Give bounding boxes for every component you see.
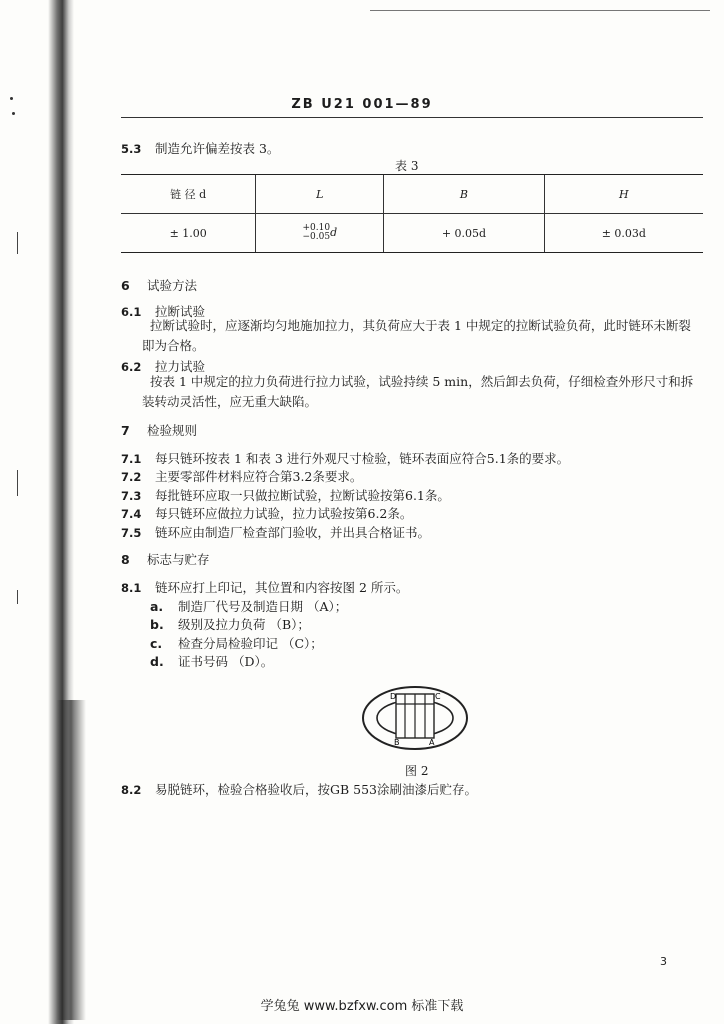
section-title: 标志与贮存	[147, 552, 210, 567]
top-rule	[370, 10, 710, 11]
table-3	[121, 174, 703, 253]
cell-d: ± 1.00	[121, 214, 256, 253]
clause-text: 每只链环按表 1 和表 3 进行外观尺寸检验，链环表面应符合5.1条的要求。	[155, 451, 570, 466]
list-item	[150, 597, 347, 615]
clause-text: 链环应由制造厂检查部门验收，并出具合格证书。	[155, 525, 431, 540]
clause-text: 每批链环应取一只做拉断试验，拉断试验按第6.1条。	[155, 488, 450, 503]
cell-B: + 0.05d	[384, 214, 544, 253]
table-3-caption: 表 3	[395, 159, 419, 173]
clause-text: 易脱链环，检验合格验收后，按GB 553涂刷油漆后贮存。	[155, 782, 478, 797]
clause-6-1-paragraph: 拉断试验时，应逐渐均匀地施加拉力，其负荷应大于表 1 中规定的拉断试验负荷，此时链环未断裂即为合格。	[142, 318, 691, 353]
figure-2-caption: 图 2	[405, 764, 429, 778]
figure-label-A: A	[429, 738, 435, 747]
figure-label-B: B	[394, 738, 400, 747]
clause-8-2	[121, 780, 477, 798]
clause-6-2-paragraph: 按表 1 中规定的拉力负荷进行拉力试验，试验持续 5 min，然后卸去负荷，仔细检查外形尺寸和拆装转动灵活性，应无重大缺陷。	[142, 374, 694, 409]
clause-7-1	[121, 449, 569, 467]
section-title: 检验规则	[147, 423, 198, 438]
section-8-heading	[121, 550, 210, 568]
list-label: d.	[150, 654, 164, 669]
clause-7-4	[121, 504, 412, 522]
figure-label-C: C	[435, 692, 441, 701]
list-item	[150, 634, 323, 652]
list-text: 级别及拉力负荷 （B）；	[178, 617, 310, 632]
list-label: c.	[150, 636, 163, 651]
cell-L	[256, 214, 384, 253]
cell-H: ± 0.03d	[544, 214, 703, 253]
header-L: L	[256, 175, 384, 214]
clause-number: 8.1	[121, 581, 142, 595]
clause-number: 6.1	[121, 305, 142, 319]
list-item	[150, 652, 273, 670]
list-text: 制造厂代号及制造日期 （A）；	[178, 599, 348, 614]
section-7-heading	[121, 421, 197, 439]
clause-7-2	[121, 467, 362, 485]
clause-number: 5.3	[121, 142, 142, 156]
clause-number: 8.2	[121, 783, 142, 797]
page-number: 3	[660, 955, 667, 968]
list-label: b.	[150, 617, 164, 632]
clause-number: 7.1	[121, 452, 142, 466]
figure-2-chain-link-diagram	[360, 684, 470, 752]
table-row	[121, 214, 703, 253]
section-number: 8	[121, 552, 130, 567]
tolerance-lower: −0.05	[302, 232, 331, 242]
header-d: 链 径 d	[121, 175, 256, 214]
header-H: H	[544, 175, 703, 214]
clause-number: 7.4	[121, 507, 142, 521]
section-number: 6	[121, 278, 130, 293]
scan-speck	[12, 112, 15, 115]
scan-binding-shadow-lower	[56, 700, 86, 1020]
section-6-heading	[121, 276, 197, 294]
clause-title: 拉力试验	[155, 359, 206, 374]
clause-title: 拉断试验	[155, 304, 206, 319]
figure-label-D: D	[390, 692, 397, 701]
scan-mark	[17, 590, 18, 604]
scan-mark	[17, 232, 18, 254]
scan-mark	[17, 470, 18, 496]
tolerance-upper: +0.10	[302, 223, 331, 233]
section-title: 试验方法	[147, 278, 198, 293]
clause-number: 7.3	[121, 489, 142, 503]
clause-text: 每只链环应做拉力试验，拉力试验按第6.2条。	[155, 506, 413, 521]
list-text: 证书号码 （D）。	[178, 654, 274, 669]
clause-text: 链环应打上印记，其位置和内容按图 2 所示。	[155, 580, 409, 595]
clause-5-3	[121, 139, 279, 157]
section-number: 7	[121, 423, 130, 438]
tolerance-stack	[302, 224, 330, 242]
list-text: 检查分局检验印记 （C）；	[178, 636, 323, 651]
clause-7-3	[121, 486, 450, 504]
clause-7-5	[121, 523, 430, 541]
list-item	[150, 615, 310, 633]
header-B: B	[384, 175, 544, 214]
clause-8-1	[121, 578, 408, 596]
clause-number: 7.5	[121, 526, 142, 540]
table-header-row	[121, 175, 703, 214]
clause-text: 制造允许偏差按表 3。	[155, 141, 280, 156]
clause-number: 7.2	[121, 470, 142, 484]
standard-code-header: ZB U21 001—89	[291, 97, 433, 112]
site-footer-watermark: 学兔兔 www.bzfxw.com 标准下载	[260, 999, 464, 1014]
tolerance-suffix: d	[330, 226, 338, 239]
clause-text: 主要零部件材料应符合第3.2条要求。	[155, 469, 363, 484]
list-label: a.	[150, 599, 164, 614]
clause-number: 6.2	[121, 360, 142, 374]
header-rule	[121, 117, 703, 118]
